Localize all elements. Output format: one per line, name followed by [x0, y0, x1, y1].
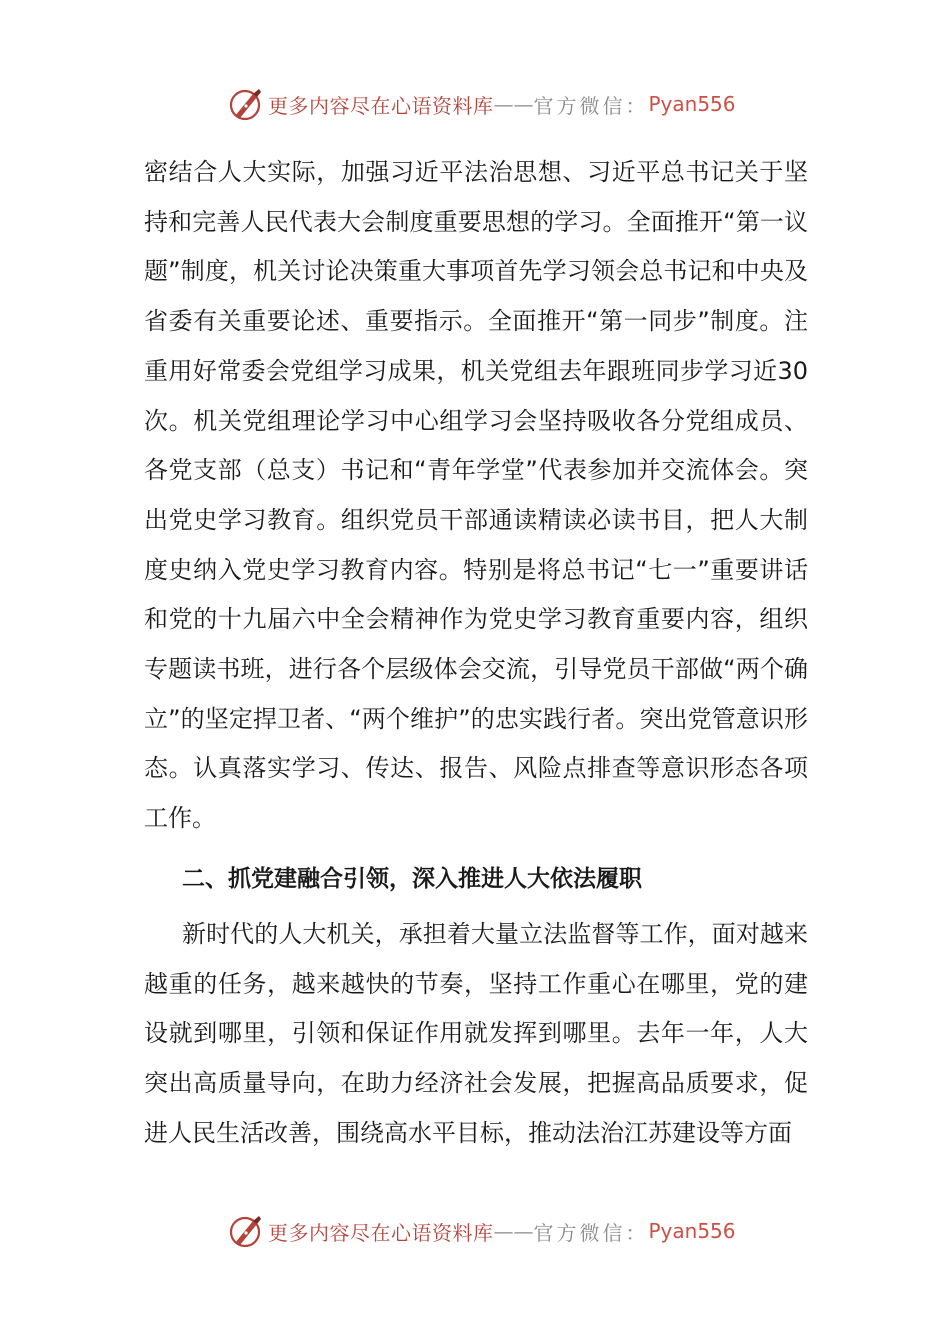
footer-banner	[226, 1211, 736, 1251]
paragraph-continued: 密结合人大实际，加强习近平法治思想、习近平总书记关于坚持和完善人民代表大会制度重要思想的学习。全面推开“第一议题”制度，机关讨论决策重大事项首先学习领会总书记和中央及省委有关重要论述、重要指示。全面推开“第一同步”制度。注重用好常委会党组学习成果，机关党组去年跟班同步学习近30次。机关党组理论学习中心组学习会坚持吸收各分党组成员、各党支部（总支）书记和“青年学堂”代表参加并交流体会。突出党史学习教育。组织党员干部通读精读必读书目，把人大制度史纳入党史学习教育内容。特别是将总书记“七一”重要讲话和党的十九届六中全会精神作为党史学习教育重要内容，组织专题读书班，进行各个层级体会交流，引导党员干部做“两个确立”的坚定捍卫者、“两个维护”的忠实践行者。突出党管意识形态。认真落实学习、传达、报告、风险点排查等意识形态各项工作。	[144, 158, 808, 833]
wechat-id: Pyan556	[648, 1219, 736, 1243]
paragraph-section-2: 新时代的人大机关，承担着大量立法监督等工作，面对越来越重的任务，越来越快的节奏，坚持工作重心在哪里，党的建设就到哪里，引领和保证作用就发挥到哪里。去年一年，人大突出高质量导向，在助力经济社会发展，把握高品质要求，促进人民生活改善，围绕高水平目标，推动法治江苏建设等方面	[144, 919, 808, 1147]
document-body	[144, 148, 808, 1158]
banner-dash: ——	[493, 92, 534, 116]
site-promo-text: 更多内容尽在心语资料库	[268, 1220, 494, 1245]
section-heading: 二、抓党建融合引领，深入推进人大依法履职	[182, 865, 642, 892]
wechat-id: Pyan556	[648, 92, 736, 116]
wechat-label: 官方微信：	[533, 1220, 649, 1245]
header-banner	[226, 84, 736, 124]
pen-nib-logo-icon	[226, 1212, 264, 1250]
site-promo-text: 更多内容尽在心语资料库	[268, 93, 494, 118]
pen-nib-logo-icon	[226, 85, 264, 123]
banner-dash: ——	[493, 1219, 534, 1243]
wechat-label: 官方微信：	[533, 93, 649, 118]
